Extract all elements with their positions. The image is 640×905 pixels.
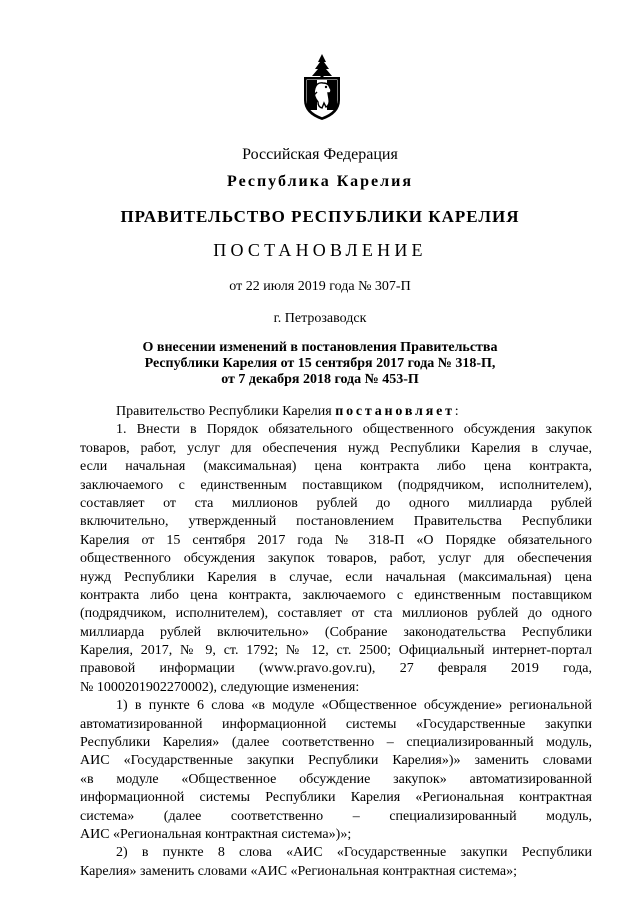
body-line: нужд Республики Карелия в случае, если начальная (максимальная) цена xyxy=(80,569,592,585)
title-line: от 7 декабря 2018 года № 453-П xyxy=(221,372,419,387)
body-line: система» (далее соответственно – специализированный модуль, xyxy=(80,808,592,824)
body-line: если начальная (максимальная) цена контракта либо цена контракта, xyxy=(80,459,592,475)
body-line: товаров, работ, услуг для обеспечения нужд Республики Карелия в случае, xyxy=(80,440,592,456)
city-name: г. Петрозаводск xyxy=(273,311,367,326)
body-line: 2) в пункте 8 слова «АИС «Государственные закупки Республики xyxy=(116,845,592,861)
republic-name: Республика Карелия xyxy=(227,173,413,190)
body-line: АИС «Региональная контрактная система»)»; xyxy=(80,826,352,842)
body-line: 1) в пункте 6 слова «в модуле «Общественное обсуждение» региональной xyxy=(116,698,592,714)
body-line: заключаемого с единственным поставщиком (подрядчиком, исполнителем), xyxy=(80,477,592,493)
body-line: № 1000201902270002), следующие изменения: xyxy=(80,679,360,695)
body-line: миллиарда рублей включительно» (Собрание законодательства Республики xyxy=(80,624,592,640)
body-line: составляет от ста миллионов рублей до одного миллиарда рублей xyxy=(80,495,592,511)
body-line: АИС «Государственные закупки Республики Карелия»)» заменить словами xyxy=(80,753,592,769)
title-line: О внесении изменений в постановления Правительства xyxy=(142,340,498,355)
document-body xyxy=(80,403,592,881)
resolves-word: постановляет xyxy=(335,404,455,419)
body-line: Карелия» заменить словами «АИС «Региональная контрактная система»; xyxy=(80,863,518,879)
decree-date-number: от 22 июля 2019 года № 307-П xyxy=(229,279,411,294)
body-line: включительно, утвержденный постановлением Правительства Республики xyxy=(80,514,592,530)
body-line: общественного обсуждения закупок товаров, работ, услуг для обеспечения xyxy=(80,551,592,567)
body-line: контракта либо цена контракта, заключаемого с единственным поставщиком xyxy=(80,587,592,603)
document-type: ПОСТАНОВЛЕНИЕ xyxy=(213,240,427,260)
body-line: информационной системы Республики Карелия «Региональная контрактная xyxy=(80,790,592,806)
karelia-coat-of-arms-icon xyxy=(299,52,345,122)
document-title xyxy=(0,340,640,388)
title-line: Республики Карелия от 15 сентября 2017 года № 318-П, xyxy=(144,356,496,371)
body-line: (подрядчиком, исполнителем), составляет от ста миллионов рублей до одного xyxy=(80,606,592,622)
country-name: Российская Федерация xyxy=(242,146,398,163)
body-line: автоматизированной информационной системы «Государственные закупки xyxy=(80,716,592,732)
preamble xyxy=(80,403,592,421)
preamble-text: Правительство Республики Карелия xyxy=(116,404,336,419)
preamble-colon: : xyxy=(454,404,459,419)
body-line: 1. Внести в Порядок обязательного общественного обсуждения закупок xyxy=(116,422,592,438)
body-line: Карелия от 15 сентября 2017 года № 318-П «О Порядке обязательного xyxy=(80,532,592,548)
body-line: правовой информации (www.pravo.gov.ru), 27 февраля 2019 года, xyxy=(80,661,592,677)
body-line: Карелия, 2017, № 9, ст. 1792; № 12, ст. 2500; Официальный интернет-портал xyxy=(80,643,592,659)
body-line: «в модуле «Общественное обсуждение закупок» автоматизированной xyxy=(80,771,592,787)
government-name: ПРАВИТЕЛЬСТВО РЕСПУБЛИКИ КАРЕЛИЯ xyxy=(120,207,520,226)
body-line: Республики Карелия» (далее соответственно – специализированный модуль, xyxy=(80,735,592,751)
